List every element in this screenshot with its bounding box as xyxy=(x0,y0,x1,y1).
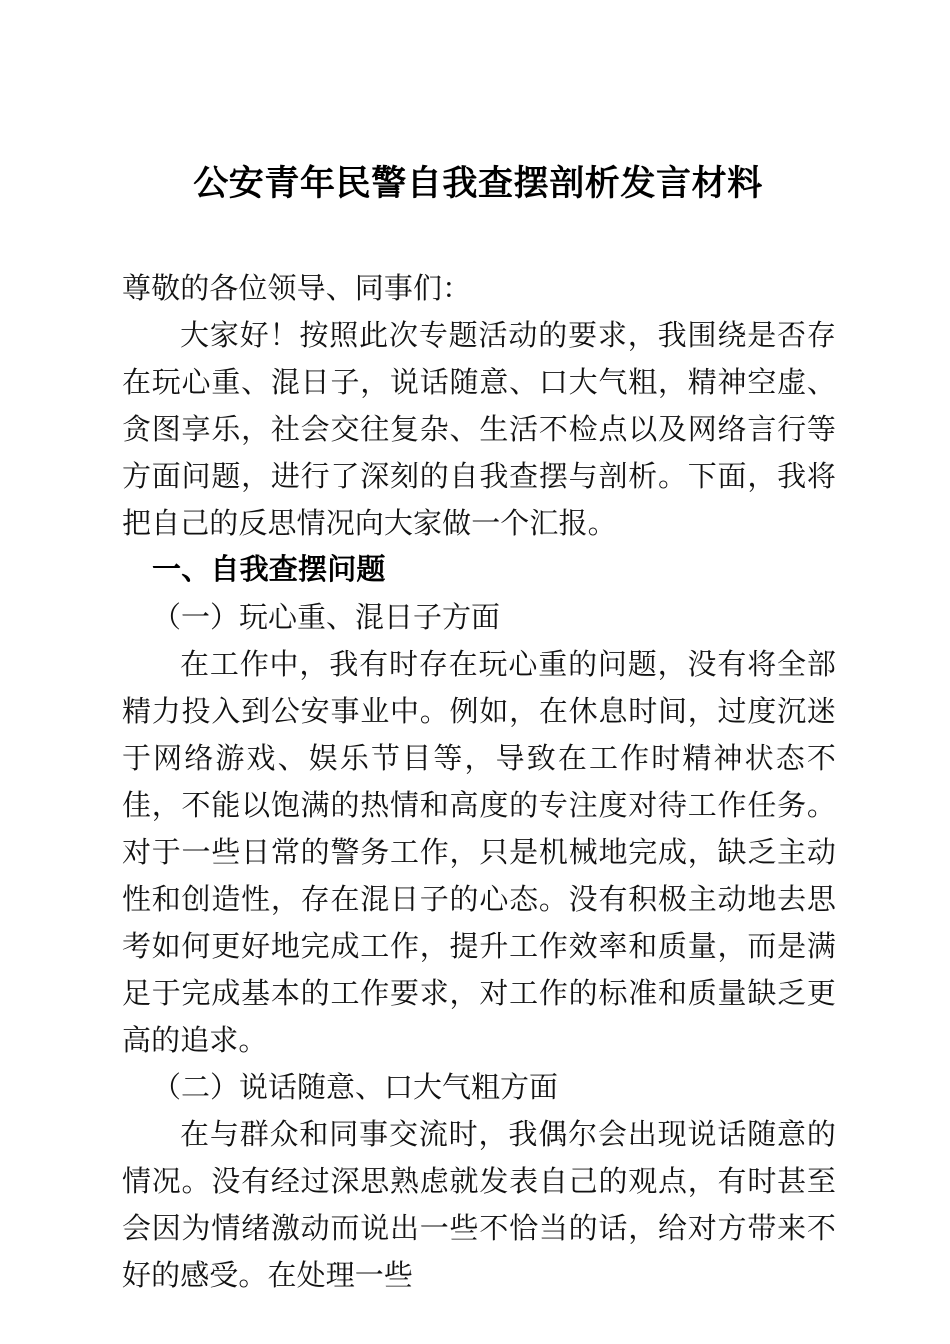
page-title: 公安青年民警自我查摆剖析发言材料 xyxy=(193,164,763,203)
section-heading-1: 一、自我查摆问题 xyxy=(152,554,386,586)
subsection-heading-1-1: （一）玩心重、混日子方面 xyxy=(152,600,501,634)
document-text-flow xyxy=(122,265,836,1299)
paragraph-section-1-1-body: 在工作中，我有时存在玩心重的问题，没有将全部精力投入到公安事业中。例如，在休息时间，过度沉迷于网络游戏、娱乐节目等，导致在工作时精神状态不佳，不能以饱满的热情和高度的专注度对待工作任务。对于一些日常的警务工作，只是机械地完成，缺乏主动性和创造性，存在混日子的心态。没有积极主动地去思考如何更好地完成工作，提升工作效率和质量，而是满足于完成基本的工作要求，对工作的标准和质量缺乏更高的追求。 xyxy=(122,647,836,1057)
paragraph-salutation: 尊敬的各位领导、同事们： xyxy=(122,271,472,305)
paragraph-opening: 大家好！按照此次专题活动的要求，我围绕是否存在玩心重、混日子，说话随意、口大气粗，精神空虚、贪图享乐，社会交往复杂、生活不检点以及网络言行等方面问题，进行了深刻的自我查摆与剖析。下面，我将把自己的反思情况向大家做一个汇报。 xyxy=(122,318,836,540)
paragraph-section-1-2-body: 在与群众和同事交流时，我偶尔会出现说话随意的情况。没有经过深思熟虑就发表自己的观点，有时甚至会因为情绪激动而说出一些不恰当的话，给对方带来不好的感受。在处理一些 xyxy=(122,1117,836,1292)
subsection-heading-1-2: （二）说话随意、口大气粗方面 xyxy=(152,1070,559,1104)
